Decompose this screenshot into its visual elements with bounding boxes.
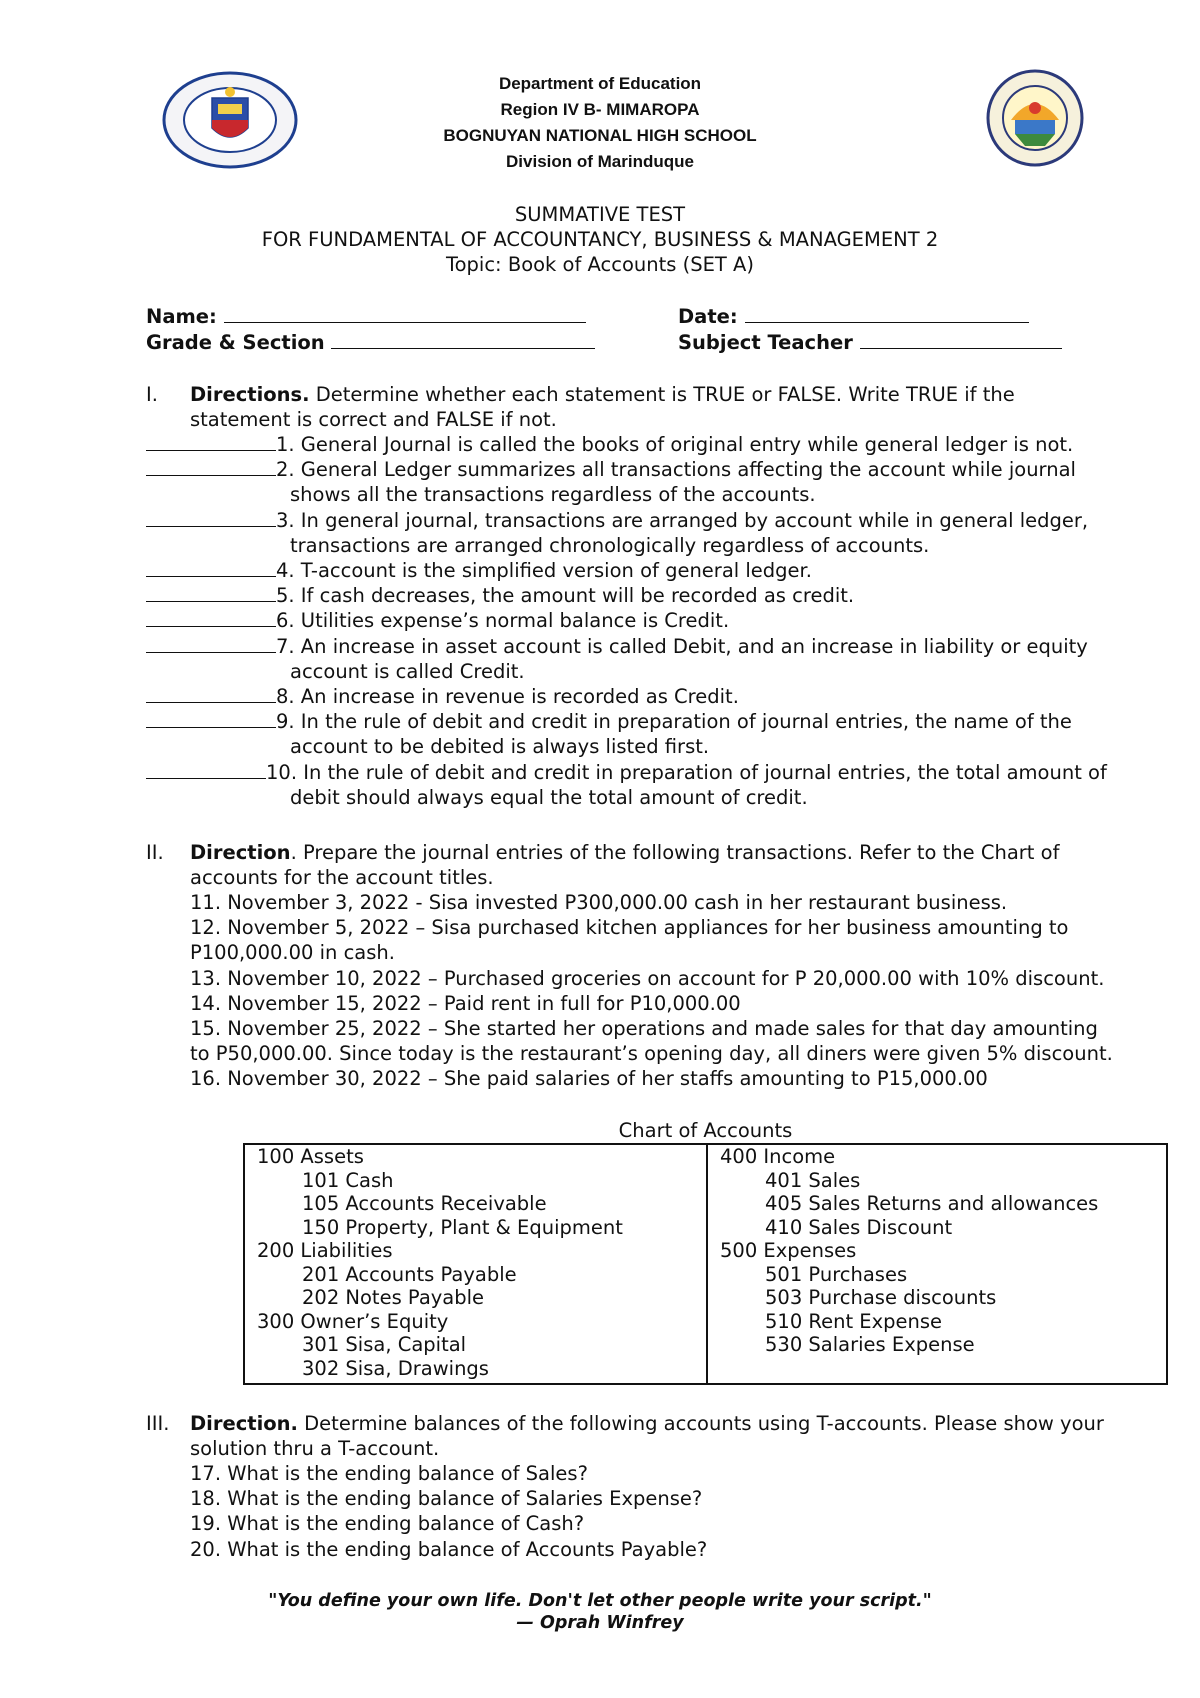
answer-blank[interactable]: [146, 634, 276, 653]
chart-of-accounts-title: Chart of Accounts: [618, 1119, 793, 1142]
item-text: 8. An increase in revenue is recorded as Credit.: [276, 685, 739, 708]
part1-directions-label: Directions.: [190, 383, 310, 406]
account-item: 302 Sisa, Drawings: [302, 1356, 489, 1380]
account-item: 405 Sales Returns and allowances: [765, 1192, 1099, 1215]
title-line-3: Topic: Book of Accounts (SET A): [446, 253, 754, 276]
quote: [0, 1590, 1200, 1634]
header-line-3: BOGNUYAN NATIONAL HIGH SCHOOL: [443, 126, 757, 145]
account-group: 100 Assets: [257, 1145, 364, 1168]
true-false-item: [146, 760, 1107, 785]
account-group: 400 Income: [720, 1145, 836, 1168]
item-text: 3. In general journal, transactions are arranged by account while in general ledger,: [276, 508, 1089, 532]
account-item: 150 Property, Plant & Equipment: [302, 1215, 623, 1239]
chart-left-column: [257, 1145, 623, 1380]
account-item: 101 Cash: [302, 1168, 394, 1192]
part2-directions-line2: accounts for the account titles.: [190, 866, 494, 889]
name-field: [146, 304, 586, 329]
transaction-line: to P50,000.00. Since today is the restaurant’s opening day, all diners were given 5% discount.: [190, 1042, 1113, 1066]
answer-blank[interactable]: [146, 558, 276, 577]
question-line: 18. What is the ending balance of Salaries Expense?: [190, 1487, 703, 1511]
table-divider: [706, 1145, 708, 1383]
item-text: 4. T-account is the simplified version of general ledger.: [276, 559, 812, 582]
part2-numeral: II.: [146, 841, 164, 864]
item-text: 9. In the rule of debit and credit in preparation of journal entries, the name of the: [276, 710, 1072, 734]
item-text-continuation: shows all the transactions regardless of the accounts.: [290, 483, 816, 507]
account-item: 530 Salaries Expense: [765, 1333, 975, 1356]
account-group: 200 Liabilities: [257, 1239, 393, 1262]
title-line-1: SUMMATIVE TEST: [514, 203, 686, 226]
transaction-line: 15. November 25, 2022 – She started her operations and made sales for that day amounting: [190, 1017, 1098, 1040]
question-line: 19. What is the ending balance of Cash?: [190, 1512, 585, 1536]
department-heading: [0, 71, 1200, 175]
answer-blank[interactable]: [146, 508, 276, 527]
account-item: 105 Accounts Receivable: [302, 1192, 547, 1215]
part1-numeral: I.: [146, 383, 158, 406]
quote-author: — Oprah Winfrey: [516, 1613, 684, 1633]
question-line: 20. What is the ending balance of Accounts Payable?: [190, 1537, 708, 1561]
subject-teacher-field: [678, 330, 1062, 355]
subject-teacher-blank[interactable]: [860, 330, 1062, 349]
date-field: [678, 304, 1029, 329]
item-text: 7. An increase in asset account is called Debit, and an increase in liability or equity: [276, 634, 1088, 658]
account-item: 202 Notes Payable: [302, 1286, 485, 1309]
true-false-item: [146, 634, 1088, 659]
answer-blank[interactable]: [146, 684, 276, 703]
item-text: 10. In the rule of debit and credit in preparation of journal entries, the total amount of: [266, 760, 1107, 784]
transaction-line: 12. November 5, 2022 – Sisa purchased kitchen appliances for her business amounting to: [190, 916, 1069, 940]
transaction-line: 14. November 15, 2022 – Paid rent in full for P10,000.00: [190, 991, 741, 1015]
answer-blank[interactable]: [146, 432, 276, 451]
item-text-continuation: account is called Credit.: [290, 659, 525, 683]
grade-section-field: [146, 330, 595, 355]
date-label: Date:: [678, 305, 738, 328]
account-item: 510 Rent Expense: [765, 1309, 943, 1333]
answer-blank[interactable]: [146, 760, 266, 779]
item-text-continuation: debit should always equal the total amount of credit.: [290, 785, 808, 809]
chart-of-accounts-table: [243, 1143, 1168, 1385]
question-line: 17. What is the ending balance of Sales?: [190, 1462, 588, 1485]
answer-blank[interactable]: [146, 583, 276, 602]
true-false-item: [146, 508, 1088, 533]
part3-directions: [190, 1411, 1104, 1436]
item-text: 5. If cash decreases, the amount will be recorded as credit.: [276, 584, 855, 608]
account-item: 501 Purchases: [765, 1262, 908, 1286]
part2-directions: [190, 840, 1059, 865]
grade-section-blank[interactable]: [331, 330, 595, 349]
answer-blank[interactable]: [146, 457, 276, 476]
true-false-item: [146, 608, 729, 633]
transaction-line: 16. November 30, 2022 – She paid salaries of her staffs amounting to P15,000.00: [190, 1067, 988, 1091]
date-blank[interactable]: [745, 304, 1029, 323]
true-false-item: [146, 457, 1076, 482]
true-false-item: [146, 583, 854, 608]
chart-right-column: [720, 1145, 1098, 1357]
name-blank[interactable]: [224, 304, 586, 323]
test-title: [0, 202, 1200, 277]
item-text: 1. General Journal is called the books of original entry while general ledger is not.: [276, 433, 1074, 456]
account-item: 410 Sales Discount: [765, 1215, 953, 1239]
account-item: 401 Sales: [765, 1168, 861, 1192]
transaction-line: 11. November 3, 2022 - Sisa invested P300,000.00 cash in her restaurant business.: [190, 891, 1008, 914]
quote-text: "You define your own life. Don't let other people write your script.": [268, 1591, 932, 1611]
transaction-line: P100,000.00 in cash.: [190, 941, 395, 965]
title-line-2: FOR FUNDAMENTAL OF ACCOUNTANCY, BUSINESS & MANAGEMENT 2: [261, 228, 939, 251]
name-label: Name:: [146, 305, 217, 328]
part2-directions-text: . Prepare the journal entries of the following transactions. Refer to the Chart of: [290, 841, 1060, 864]
transaction-line: 13. November 10, 2022 – Purchased groceries on account for P 20,000.00 with 10% discount.: [190, 966, 1105, 990]
part2-directions-label: Direction: [190, 841, 291, 864]
part3-directions-label: Direction.: [190, 1412, 298, 1435]
part1-directions-line2: statement is correct and FALSE if not.: [190, 408, 557, 431]
item-text-continuation: transactions are arranged chronologically regardless of accounts.: [290, 533, 930, 557]
item-text-continuation: account to be debited is always listed first.: [290, 735, 710, 759]
answer-blank[interactable]: [146, 608, 276, 627]
header-line-4: Division of Marinduque: [506, 152, 694, 171]
account-group: 300 Owner’s Equity: [257, 1309, 449, 1333]
account-item: 301 Sisa, Capital: [302, 1333, 467, 1356]
account-item: 503 Purchase discounts: [765, 1286, 997, 1309]
answer-blank[interactable]: [146, 709, 276, 728]
part3-directions-line2: solution thru a T-account.: [190, 1437, 440, 1460]
item-text: 2. General Ledger summarizes all transactions affecting the account while journal: [276, 458, 1076, 482]
true-false-item: [146, 684, 739, 709]
true-false-item: [146, 432, 1073, 457]
account-group: 500 Expenses: [720, 1239, 857, 1262]
account-item: 201 Accounts Payable: [302, 1262, 517, 1286]
header-line-1: Department of Education: [498, 74, 702, 93]
part3-directions-text: Determine balances of the following accounts using T-accounts. Please show your: [297, 1412, 1104, 1435]
header-line-2: Region IV B- MIMAROPA: [500, 100, 700, 119]
grade-section-label: Grade & Section: [146, 331, 325, 354]
true-false-item: [146, 709, 1072, 734]
part1-directions-text: Determine whether each statement is TRUE or FALSE. Write TRUE if the: [309, 383, 1015, 406]
true-false-item: [146, 558, 812, 583]
part3-numeral: III.: [146, 1412, 170, 1435]
item-text: 6. Utilities expense’s normal balance is Credit.: [276, 609, 730, 633]
subject-teacher-label: Subject Teacher: [678, 331, 853, 354]
part1-directions: [190, 382, 1015, 407]
